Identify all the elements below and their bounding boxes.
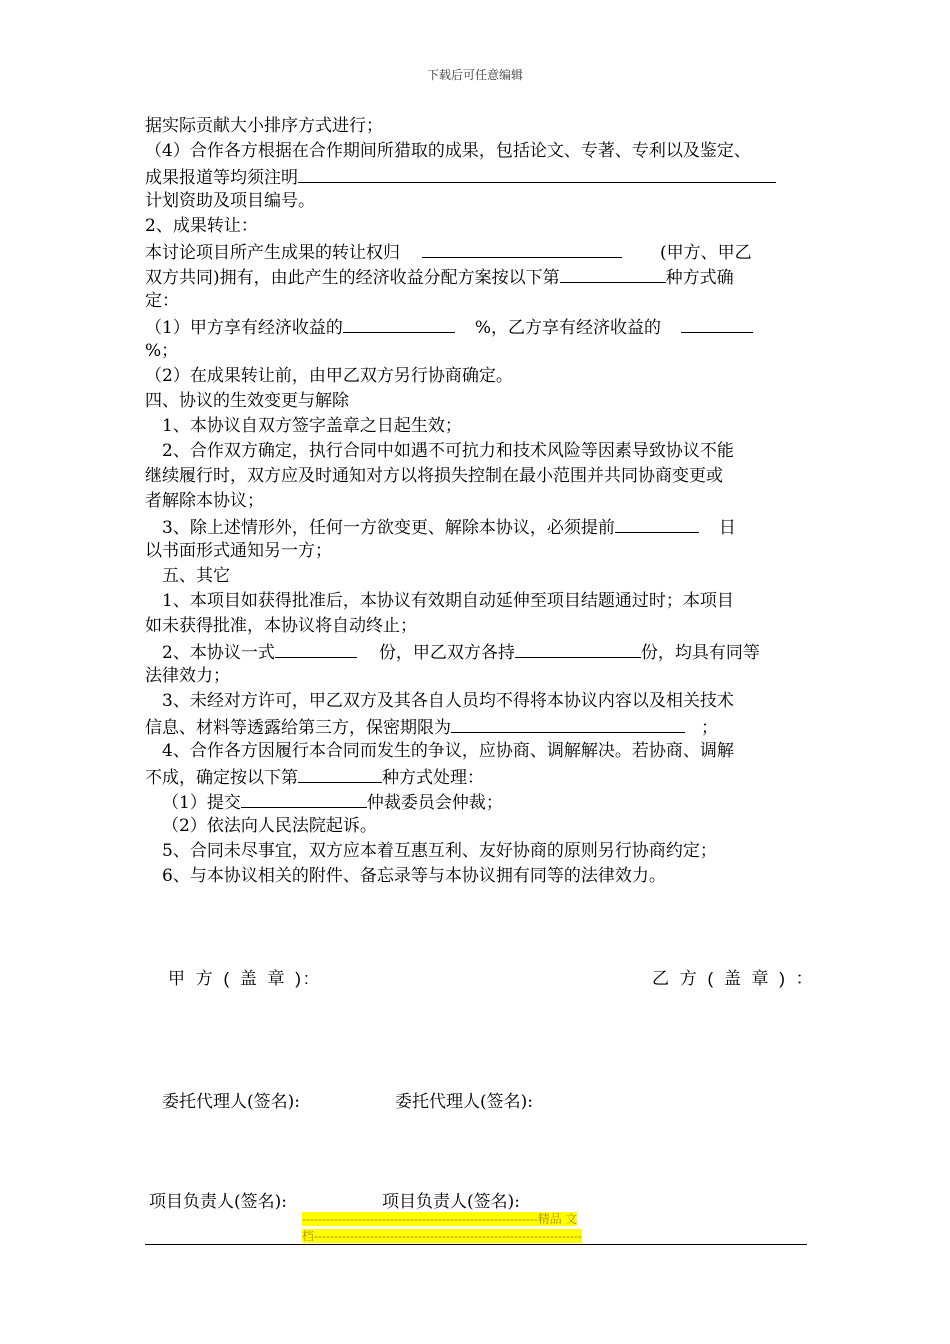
text-line: 2、合作双方确定，执行合同中如遇不可抗力和技术风险等因素导致协议不能 (162, 441, 734, 461)
text-segment: 种方式确 (665, 268, 734, 288)
text-line: 1、本协议自双方签字盖章之日起生效； (162, 416, 462, 436)
text-line: 者解除本协议； (145, 491, 264, 511)
footer-divider (145, 1244, 807, 1245)
party-b-seal-label: 乙 方 ( 盖 章 ) ： (652, 969, 816, 988)
text-line: 5、合同未尽事宜，双方应本着互惠互利、友好协商的原则另行协商约定； (162, 841, 717, 861)
text-segment: 本讨论项目所产生成果的转让权归 (145, 243, 400, 263)
text-segment: （1）甲方享有经济收益的 (145, 318, 343, 338)
fill-blank-confidentiality-period[interactable] (451, 714, 685, 733)
text-line (145, 314, 807, 339)
text-segment: ； (701, 718, 718, 738)
document-body (145, 114, 807, 889)
fill-blank-method-number[interactable] (560, 264, 666, 283)
text-segment: 信息、材料等透露给第三方，保密期限为 (145, 718, 451, 738)
text-segment: 份，均具有同等 (640, 643, 760, 663)
text-line: 6、与本协议相关的附件、备忘录等与本协议拥有同等的法律效力。 (162, 866, 666, 886)
fill-blank-party-b-percent[interactable] (681, 314, 753, 333)
fill-blank-dispute-method[interactable] (298, 764, 382, 783)
text-line: （2）依法向人民法院起诉。 (162, 816, 377, 836)
party-b-agent-signature-label: 委托代理人(签名): (395, 1092, 533, 1112)
text-line (145, 764, 807, 789)
party-a-lead-signature-label: 项目负责人(签名): (149, 1192, 287, 1212)
text-segment: 不成，确定按以下第 (145, 768, 298, 788)
fill-blank-transfer-right[interactable] (422, 239, 622, 258)
text-line (145, 714, 807, 739)
text-segment: (甲方、甲乙 (660, 243, 752, 263)
party-b-lead-signature-label: 项目负责人(签名): (382, 1192, 520, 1212)
party-a-seal-label: 甲 方 ( 盖 章 ): (168, 969, 312, 988)
text-segment: %，乙方享有经济收益的 (474, 318, 661, 338)
text-line: 据实际贡献大小排序方式进行； (145, 116, 383, 136)
text-line: 3、未经对方许可，甲乙双方及其各自人员均不得将本协议内容以及相关技术 (162, 691, 734, 711)
footer-line: -----------------------------------------------------------精品 文 (302, 1212, 578, 1226)
text-line (145, 239, 807, 264)
text-line: 2、成果转让： (145, 216, 258, 236)
text-segment: 份，甲乙双方各持 (378, 643, 515, 663)
text-line: 计划资助及项目编号。 (145, 191, 315, 211)
text-line: 以书面形式通知另一方； (145, 541, 332, 561)
text-line: 1、本项目如获得批准后，本协议有效期自动延伸至项目结题通过时；本项目 (162, 591, 734, 611)
text-line (145, 639, 807, 664)
text-segment: 成果报道等均须注明 (145, 168, 298, 188)
text-segment: 3、除上述情形外，任何一方欲变更、解除本协议，必须提前 (162, 518, 615, 538)
fill-blank-arbitration-committee[interactable] (241, 789, 367, 808)
text-line (145, 789, 807, 814)
footer-line: 档------------------------------------------------------------------- (302, 1229, 582, 1243)
text-line: （2）在成果转让前，由甲乙双方另行协商确定。 (145, 366, 513, 386)
text-line: （4）合作各方根据在合作期间所猎取的成果，包括论文、专著、专利以及鉴定、 (145, 141, 751, 161)
fill-blank-funding-plan[interactable] (298, 164, 776, 183)
text-line (145, 514, 807, 539)
text-line: 定： (145, 291, 179, 311)
text-line: %； (145, 341, 179, 361)
text-line: 如未获得批准，本协议将自动终止； (145, 616, 417, 636)
fill-blank-copies-total[interactable] (275, 639, 357, 658)
text-segment: 种方式处理： (382, 768, 484, 788)
text-segment: 日 (718, 518, 736, 538)
text-segment: 双方共同)拥有，由此产生的经济收益分配方案按以下第 (145, 268, 560, 288)
footer-watermark (302, 1211, 648, 1245)
party-a-agent-signature-label: 委托代理人(签名): (162, 1092, 300, 1112)
text-line (145, 264, 807, 289)
text-segment: （1）提交 (162, 793, 241, 813)
text-line: 继续履行时，双方应及时通知对方以将损失控制在最小范围并共同协商变更或 (145, 466, 723, 486)
text-line: 法律效力； (145, 666, 230, 686)
section-heading: 四、协议的生效变更与解除 (145, 391, 349, 411)
fill-blank-party-a-percent[interactable] (343, 314, 455, 333)
text-segment: 2、本协议一式 (162, 643, 275, 663)
fill-blank-notice-days[interactable] (615, 514, 699, 533)
text-segment: 仲裁委员会仲裁； (366, 793, 503, 813)
text-line (145, 164, 807, 189)
fill-blank-copies-each[interactable] (515, 639, 641, 658)
page-header: 下载后可任意编辑 (426, 68, 523, 82)
text-line: 4、合作各方因履行本合同而发生的争议，应协商、调解解决。若协商、调解 (162, 741, 734, 761)
section-heading: 五、其它 (162, 566, 230, 586)
